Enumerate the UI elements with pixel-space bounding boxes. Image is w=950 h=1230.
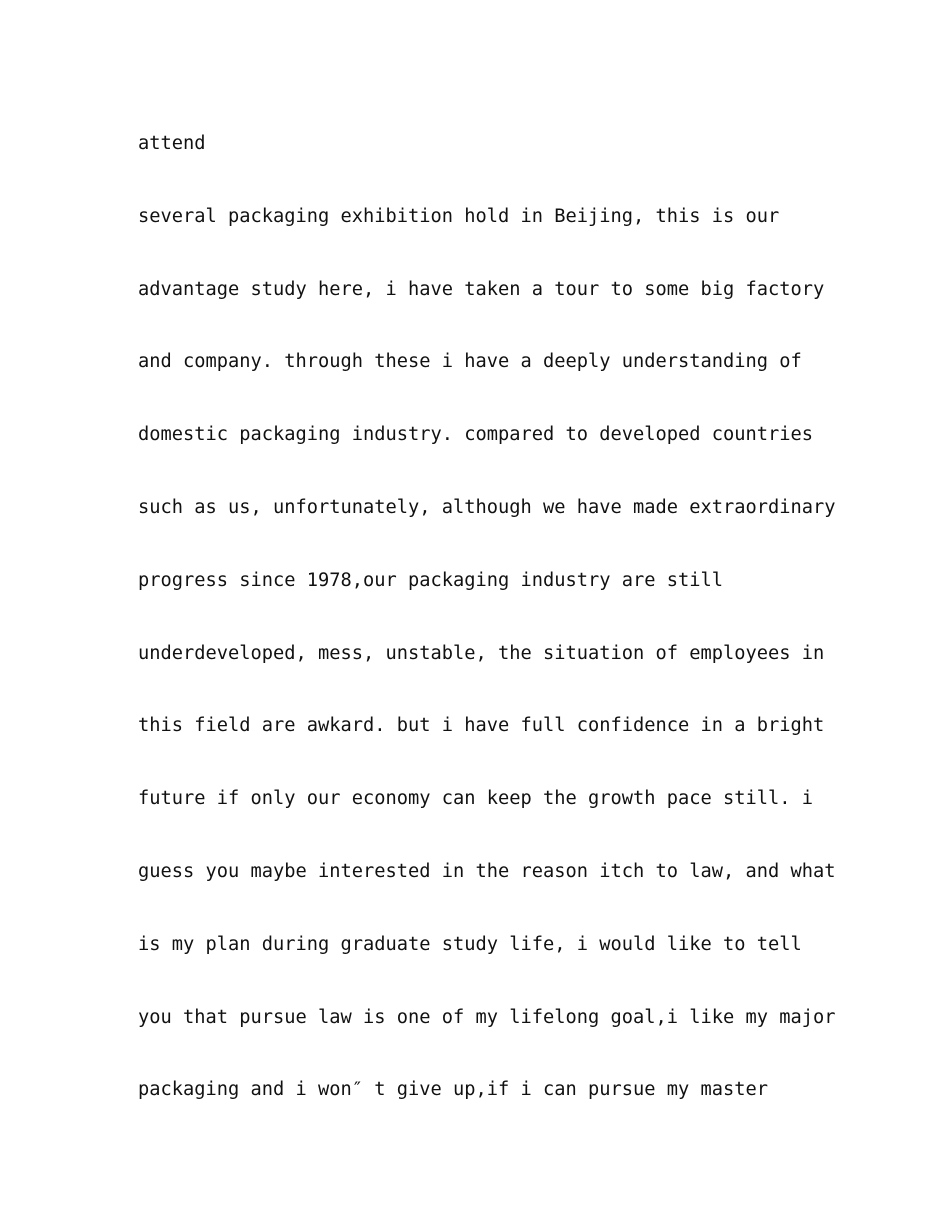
text-line: is my plan during graduate study life, i would like to tell (138, 933, 802, 955)
text-line: several packaging exhibition hold in Beijing, this is our (138, 205, 780, 227)
text-line: you that pursue law is one of my lifelong goal,i like my major (138, 1006, 836, 1028)
text-line: progress since 1978,our packaging industry are still (138, 569, 724, 591)
body-text (138, 132, 838, 1151)
text-line: guess you maybe interested in the reason itch to law, and what (138, 860, 836, 882)
text-line: packaging and i won″ t give up,if i can pursue my master (138, 1079, 769, 1101)
text-line: attend (138, 133, 206, 154)
text-line: this field are awkard. but i have full confidence in a bright (138, 715, 825, 737)
text-line: advantage study here, i have taken a tour to some big factory (138, 278, 825, 300)
text-line: such as us, unfortunately, although we have made extraordinary (138, 496, 836, 518)
text-line: and company. through these i have a deeply understanding of (138, 351, 802, 373)
text-line: underdeveloped, mess, unstable, the situation of employees in (138, 642, 825, 664)
text-line: future if only our economy can keep the growth pace still. i (138, 788, 814, 810)
text-line: domestic packaging industry. compared to developed countries (138, 424, 814, 446)
